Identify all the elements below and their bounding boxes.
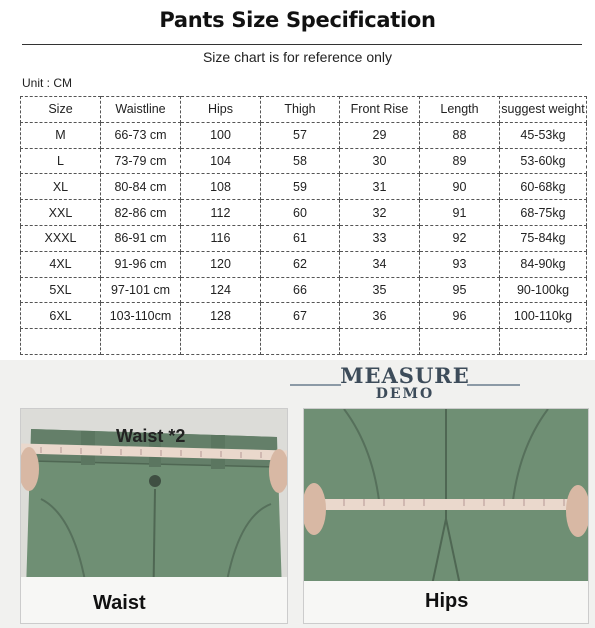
- hips-label: Hips: [425, 590, 469, 612]
- table-cell: 30: [340, 148, 420, 174]
- table-row: [21, 329, 587, 355]
- table-cell: 33: [340, 225, 420, 251]
- table-cell: [181, 329, 261, 355]
- table-cell: 120: [181, 251, 261, 277]
- table-cell: 73-79 cm: [101, 148, 181, 174]
- table-cell: [261, 329, 340, 355]
- table-cell: 34: [340, 251, 420, 277]
- table-cell: 35: [340, 277, 420, 303]
- table-cell: 112: [181, 200, 261, 226]
- table-row: [21, 303, 587, 329]
- table-cell: [420, 329, 500, 355]
- table-cell: 66-73 cm: [101, 122, 181, 148]
- page-title: Pants Size Specification: [159, 8, 436, 32]
- table-cell: XXL: [21, 200, 101, 226]
- table-cell: 103-110cm: [101, 303, 181, 329]
- table-header-cell: Waistline: [101, 97, 181, 123]
- table-cell: [101, 329, 181, 355]
- table-row: [21, 200, 587, 226]
- table-cell: 32: [340, 200, 420, 226]
- table-cell: [340, 329, 420, 355]
- table-cell: 68-75kg: [500, 200, 587, 226]
- table-cell: 96: [420, 303, 500, 329]
- measure-demo-heading: [290, 365, 520, 401]
- table-cell: 57: [261, 122, 340, 148]
- table-cell: 82-86 cm: [101, 200, 181, 226]
- table-cell: 60-68kg: [500, 174, 587, 200]
- table-cell: 4XL: [21, 251, 101, 277]
- table-cell: 88: [420, 122, 500, 148]
- table-cell: 100: [181, 122, 261, 148]
- measure-subtitle: DEMO: [375, 386, 435, 402]
- table-header-cell: suggest weight: [500, 97, 587, 123]
- table-header-cell: Length: [420, 97, 500, 123]
- table-cell: 45-53kg: [500, 122, 587, 148]
- table-cell: 95: [420, 277, 500, 303]
- table-cell: 29: [340, 122, 420, 148]
- table-cell: 6XL: [21, 303, 101, 329]
- table-cell: XXXL: [21, 225, 101, 251]
- table-cell: 104: [181, 148, 261, 174]
- waist-note: Waist *2: [116, 426, 186, 446]
- page-subtitle: Size chart is for reference only: [202, 49, 393, 65]
- table-cell: 67: [261, 303, 340, 329]
- table-row: [21, 225, 587, 251]
- table-cell: 31: [340, 174, 420, 200]
- size-table: [20, 96, 587, 355]
- table-row: [21, 148, 587, 174]
- table-cell: 5XL: [21, 277, 101, 303]
- table-cell: L: [21, 148, 101, 174]
- table-cell: 97-101 cm: [101, 277, 181, 303]
- table-cell: 91-96 cm: [101, 251, 181, 277]
- table-header-cell: Size: [21, 97, 101, 123]
- table-cell: 80-84 cm: [101, 174, 181, 200]
- table-cell: 53-60kg: [500, 148, 587, 174]
- measure-title: MEASURE: [340, 363, 470, 388]
- table-row: [21, 277, 587, 303]
- table-cell: 108: [181, 174, 261, 200]
- table-cell: 128: [181, 303, 261, 329]
- waist-label: Waist: [93, 592, 146, 614]
- table-cell: 62: [261, 251, 340, 277]
- table-cell: [21, 329, 101, 355]
- table-cell: M: [21, 122, 101, 148]
- table-cell: XL: [21, 174, 101, 200]
- table-row: [21, 122, 587, 148]
- table-row: [21, 174, 587, 200]
- table-cell: 124: [181, 277, 261, 303]
- table-cell: 90-100kg: [500, 277, 587, 303]
- table-cell: 84-90kg: [500, 251, 587, 277]
- table-cell: 75-84kg: [500, 225, 587, 251]
- table-cell: 60: [261, 200, 340, 226]
- table-cell: 116: [181, 225, 261, 251]
- table-header-row: [21, 97, 587, 123]
- table-cell: 100-110kg: [500, 303, 587, 329]
- table-cell: [500, 329, 587, 355]
- table-cell: 86-91 cm: [101, 225, 181, 251]
- table-cell: 90: [420, 174, 500, 200]
- table-cell: 36: [340, 303, 420, 329]
- table-header-cell: Thigh: [261, 97, 340, 123]
- table-cell: 66: [261, 277, 340, 303]
- unit-label: Unit : CM: [22, 76, 73, 90]
- table-cell: 89: [420, 148, 500, 174]
- table-cell: 91: [420, 200, 500, 226]
- table-cell: 93: [420, 251, 500, 277]
- table-header-cell: Hips: [181, 97, 261, 123]
- table-cell: 61: [261, 225, 340, 251]
- title-divider: [22, 44, 582, 45]
- table-header-cell: Front Rise: [340, 97, 420, 123]
- table-cell: 58: [261, 148, 340, 174]
- table-cell: 92: [420, 225, 500, 251]
- table-cell: 59: [261, 174, 340, 200]
- table-row: [21, 251, 587, 277]
